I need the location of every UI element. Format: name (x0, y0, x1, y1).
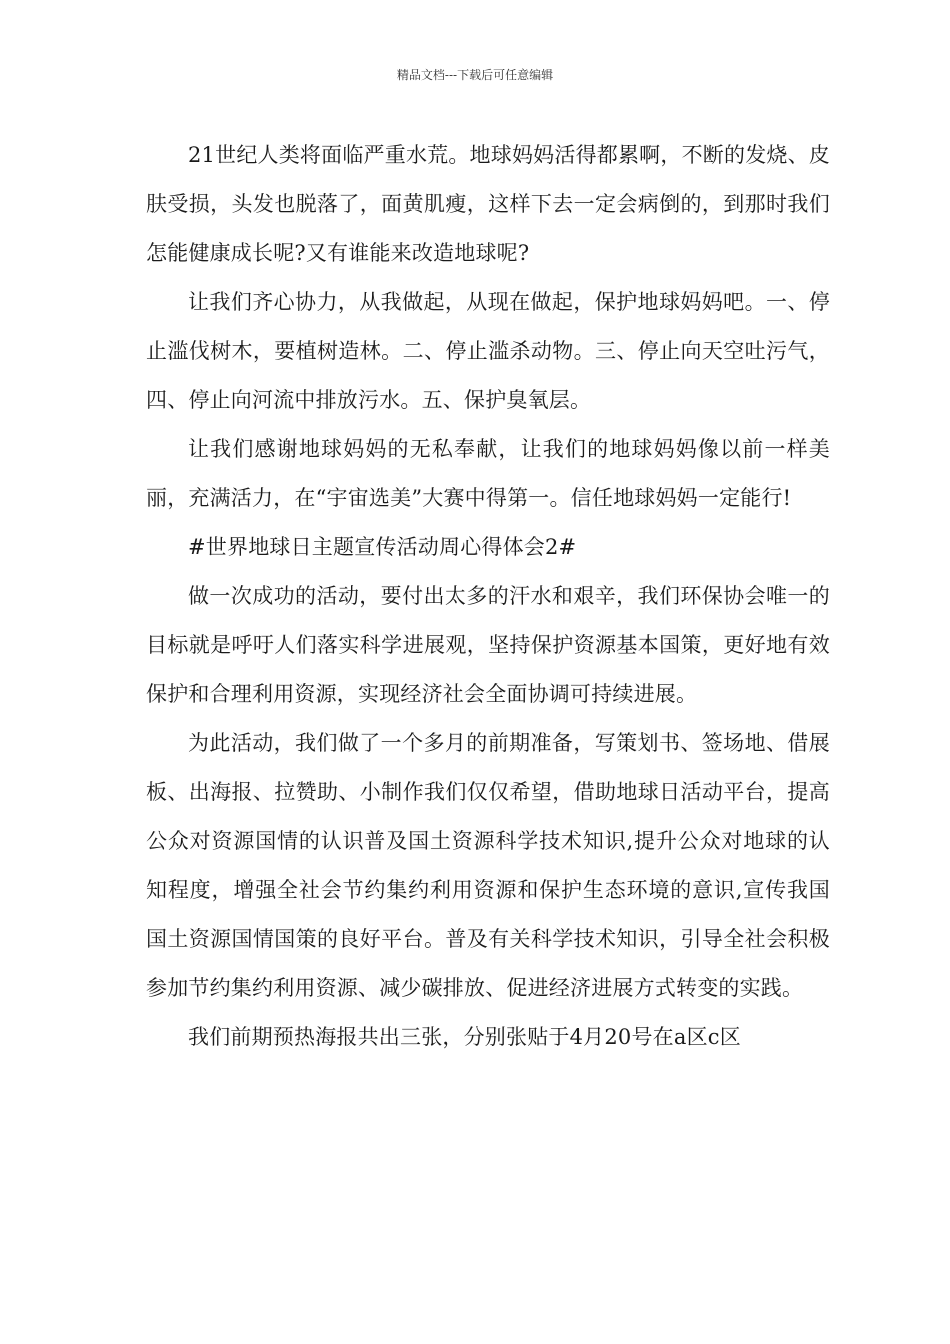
section-heading: #世界地球日主题宣传活动周心得体会2# (188, 535, 577, 559)
page-header: 精品文档---下载后可任意编辑 (396, 68, 554, 82)
paragraph-successful-event: 做一次成功的活动，要付出太多的汗水和艰辛，我们环保协会唯一的目标就是呼吁人们落实科学进展观，坚持保护资源基本国策，更好地有效保护和合理利用资源，实现经济社会全面协调可持续进展。 (146, 584, 830, 706)
paragraph-preparation: 为此活动，我们做了一个多月的前期准备，写策划书、签场地、借展板、出海报、拉赞助、小制作我们仅仅希望，借助地球日活动平台，提高公众对资源国情的认识普及国土资源科学技术知识,提升公众对地球的认知程度，增强全社会节约集约利用资源和保护生态环境的意识,宣传我国国土资源国情国策的良好平台。普及有关科学技术知识，引导全社会积极参加节约集约利用资源、减少碳排放、促进经济进展方式转变的实践。 (146, 731, 830, 1000)
paragraph-thank-earth: 让我们感谢地球妈妈的无私奉献，让我们的地球妈妈像以前一样美丽，充满活力，在“宇宙选美”大赛中得第一。信任地球妈妈一定能行! (146, 437, 830, 510)
paragraph-water-crisis: 21世纪人类将面临严重水荒。地球妈妈活得都累啊，不断的发烧、皮肤受损，头发也脱落了，面黄肌瘦，这样下去一定会病倒的，到那时我们怎能健康成长呢?又有谁能来改造地球呢? (146, 143, 830, 265)
paragraph-protect-earth: 让我们齐心协力，从我做起，从现在做起，保护地球妈妈吧。一、停止滥伐树木，要植树造林。二、停止滥杀动物。三、停止向天空吐污气，四、停止向河流中排放污水。五、保护臭氧层。 (146, 290, 830, 412)
document-body (146, 131, 830, 1062)
paragraph-posters: 我们前期预热海报共出三张，分别张贴于4月20号在a区c区 (188, 1025, 741, 1049)
